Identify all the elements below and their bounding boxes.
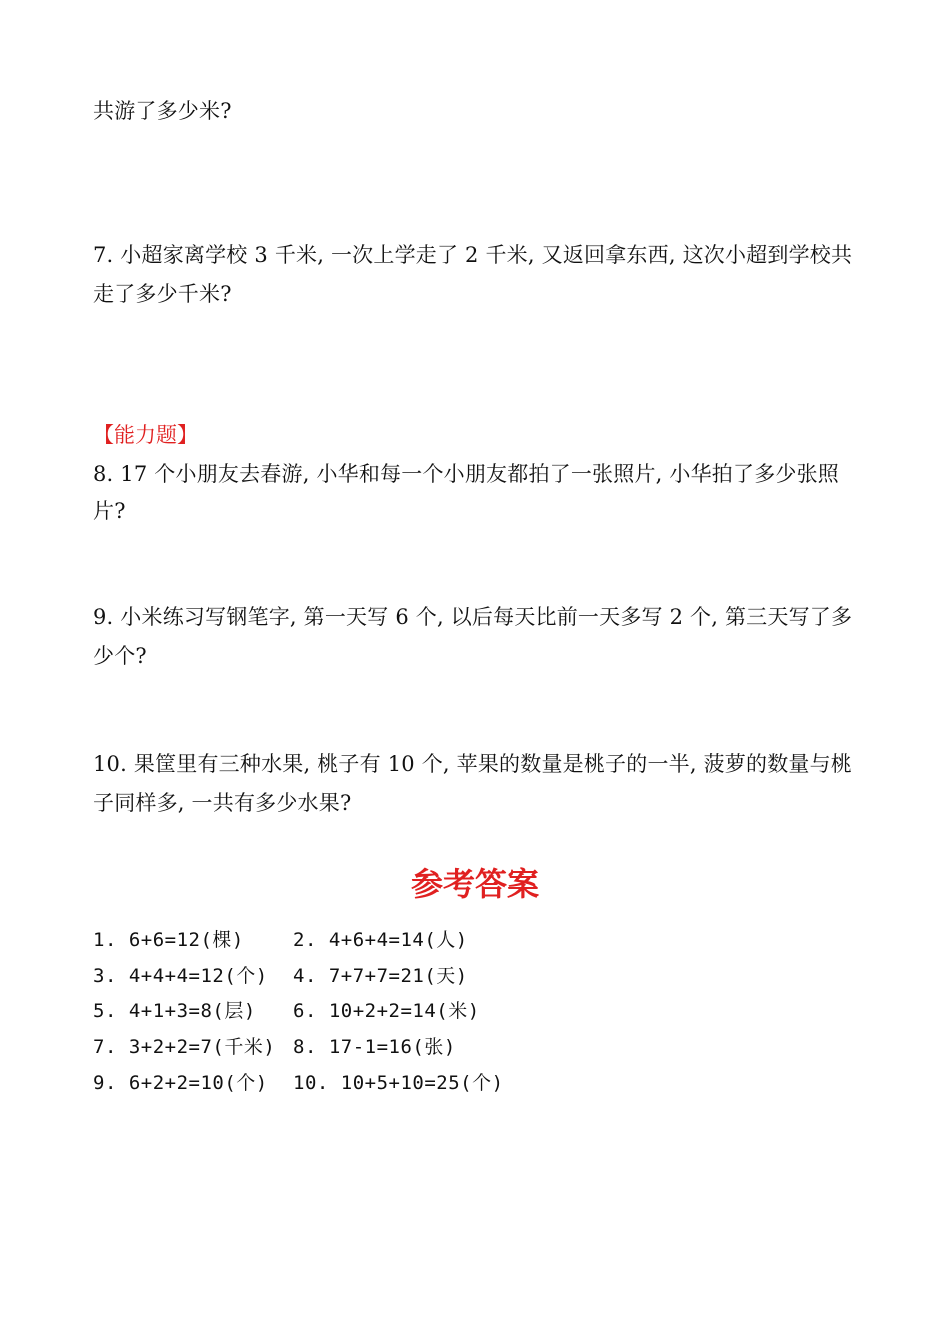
answer-item-10: 10. 10+5+10=25(个) <box>293 1072 504 1094</box>
question-7-line-2: 走了多少千米? <box>93 282 232 306</box>
answer-item-1: 1. 6+6=12(棵) <box>93 929 244 951</box>
answer-item-9: 9. 6+2+2=10(个) <box>93 1072 268 1094</box>
answer-item-2: 2. 4+6+4=14(人) <box>293 929 468 951</box>
answer-item-3: 3. 4+4+4=12(个) <box>93 965 268 987</box>
answer-item-4: 4. 7+7+7=21(天) <box>293 965 468 987</box>
question-10-line-2: 子同样多, 一共有多少水果? <box>93 791 352 815</box>
question-9-line-2: 少个? <box>93 644 147 668</box>
question-9-line-1: 9. 小米练习写钢笔字, 第一天写 6 个, 以后每天比前一天多写 2 个, 第三天写了多 <box>93 605 853 629</box>
question-8-line-1: 8. 17 个小朋友去春游, 小华和每一个小朋友都拍了一张照片, 小华拍了多少张照 <box>93 462 840 486</box>
answer-item-5: 5. 4+1+3=8(层) <box>93 1000 256 1022</box>
ability-section-heading: 【能力题】 <box>93 423 198 447</box>
answer-item-8: 8. 17-1=16(张) <box>293 1036 456 1058</box>
answer-item-7: 7. 3+2+2=7(千米) <box>93 1036 276 1058</box>
question-8-line-2: 片? <box>93 499 126 523</box>
question-6-continuation: 共游了多少米? <box>93 99 232 123</box>
answer-key-title: 参考答案 <box>410 865 539 903</box>
answer-item-6: 6. 10+2+2=14(米) <box>293 1000 480 1022</box>
question-7-line-1: 7. 小超家离学校 3 千米, 一次上学走了 2 千米, 又返回拿东西, 这次小超到学校共 <box>93 243 853 267</box>
question-10-line-1: 10. 果筐里有三种水果, 桃子有 10 个, 苹果的数量是桃子的一半, 菠萝的数量与桃 <box>93 752 852 776</box>
